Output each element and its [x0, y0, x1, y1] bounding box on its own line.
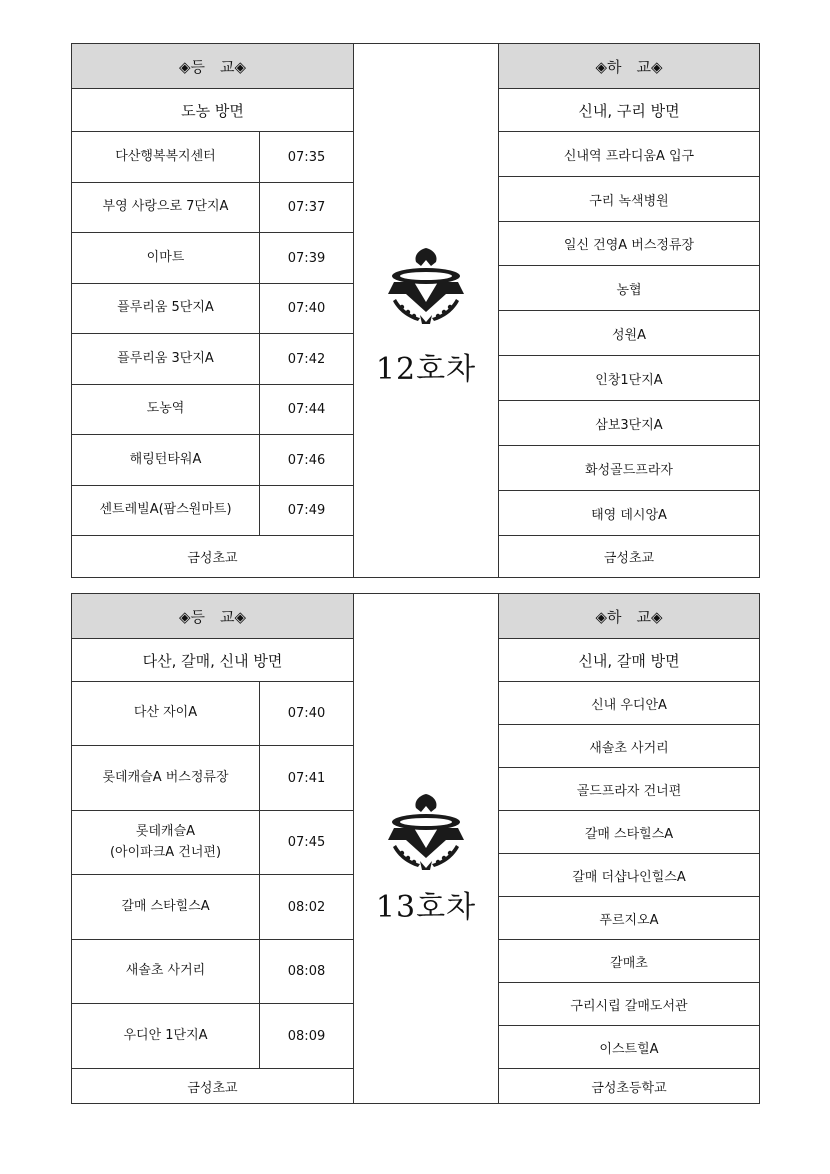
stop-time: 07:46: [287, 452, 326, 468]
return-stop: 푸르지오A: [499, 897, 759, 940]
afternoon-header: ◈하 교◈: [499, 44, 759, 89]
morning-header: ◈등 교◈: [72, 44, 353, 89]
stop-name: 새솔초 사거리: [72, 940, 260, 1003]
stop-name: 센트레빌A(팜스원마트): [72, 486, 260, 535]
morning-destination: 금성초교: [187, 551, 238, 566]
stop-time: 07:49: [287, 503, 326, 518]
morning-header: ◈등 교◈: [72, 594, 353, 639]
stop-name-line1: 롯데캐슬A: [135, 823, 196, 839]
stop-time: 07:42: [287, 351, 326, 367]
afternoon-destination: 금성초교: [603, 551, 655, 566]
bus-12-morning-column: [72, 44, 354, 577]
stop-row: [72, 811, 353, 875]
afternoon-header: ◈하 교◈: [499, 594, 759, 639]
bus-12-timetable: [71, 43, 760, 578]
stop-name: 다산 자이A: [72, 682, 260, 745]
stop-row: [72, 132, 353, 183]
return-stop: 갈매초: [499, 940, 759, 983]
stop-row: [72, 940, 353, 1004]
bus-13-label-column: [354, 594, 498, 1103]
stop-name: [72, 811, 260, 874]
bus-number-label: 13호차: [375, 890, 477, 925]
return-stop: 신내 우디안A: [499, 682, 759, 725]
stop-name: 부영 사랑으로 7단지A: [72, 183, 260, 232]
stop-time: 07:41: [287, 770, 326, 786]
stop-time: 07:39: [287, 250, 326, 266]
return-stop: 골드프라자 건너편: [499, 768, 759, 811]
stop-name: 플루리움 5단지A: [72, 284, 260, 333]
return-stop: 화성골드프라자: [499, 446, 759, 491]
stop-name: 롯데캐슬A 버스정류장: [72, 746, 260, 810]
stop-name: 도농역: [72, 385, 260, 434]
return-stop: 농협: [499, 266, 759, 311]
stop-time: 07:37: [287, 200, 326, 215]
bus-13-afternoon-column: [498, 594, 759, 1103]
return-stop: 새솔초 사거리: [499, 725, 759, 768]
afternoon-destination: 금성초등학교: [591, 1080, 667, 1096]
return-stop: 갈매 더샵나인힐스A: [499, 854, 759, 897]
return-stop: 신내역 프라디움A 입구: [499, 132, 759, 177]
return-stop: 성원A: [499, 311, 759, 356]
bus-12-afternoon-column: [498, 44, 759, 577]
return-stop: 인창1단지A: [499, 356, 759, 401]
bus-number-label: 12호차: [375, 352, 477, 387]
return-stop: 태영 데시앙A: [499, 491, 759, 536]
bus-13-timetable: [71, 593, 760, 1104]
return-stop: 구리시립 갈매도서관: [499, 983, 759, 1026]
morning-destination: 금성초교: [187, 1080, 238, 1096]
stop-row: [72, 435, 353, 486]
stop-row: [72, 1004, 353, 1069]
stop-name: 우디안 1단지A: [72, 1004, 260, 1068]
bus-12-label-column: [354, 44, 498, 577]
stop-time: 07:44: [287, 402, 326, 417]
stop-time: 08:09: [287, 1028, 326, 1044]
morning-direction: 도농 방면: [72, 89, 353, 132]
return-stop: 이스트힐A: [499, 1026, 759, 1069]
school-emblem-icon: [376, 244, 476, 326]
stop-row: [72, 486, 353, 536]
morning-direction: 다산, 갈매, 신내 방면: [72, 639, 353, 682]
stop-time: 07:40: [287, 301, 326, 316]
stop-time: 07:35: [287, 149, 326, 165]
stop-row: [72, 183, 353, 233]
return-stop: 구리 녹색병원: [499, 177, 759, 222]
afternoon-direction: 신내, 구리 방면: [499, 89, 759, 132]
stop-name: 해링턴타워A: [72, 435, 260, 485]
stop-row: [72, 875, 353, 940]
return-stop: 일신 건영A 버스정류장: [499, 222, 759, 266]
afternoon-direction: 신내, 갈매 방면: [499, 639, 759, 682]
return-stop: 갈매 스타힐스A: [499, 811, 759, 854]
stop-time: 07:45: [287, 835, 326, 850]
bus-13-morning-column: [72, 594, 354, 1103]
stop-name: 갈매 스타힐스A: [72, 875, 260, 939]
stop-row: [72, 334, 353, 385]
stop-row: [72, 746, 353, 811]
stop-name: 이마트: [72, 233, 260, 283]
stop-time: 08:08: [287, 964, 326, 979]
stop-name: 다산행복복지센터: [72, 132, 260, 182]
stop-time: 08:02: [287, 899, 326, 915]
stop-name: 플루리움 3단지A: [72, 334, 260, 384]
stop-row: [72, 233, 353, 284]
stop-time: 07:40: [287, 706, 326, 721]
stop-name-line2: (아이파크A 건너편): [109, 844, 222, 860]
stop-row: [72, 284, 353, 334]
stop-row: [72, 385, 353, 435]
return-stop: 삼보3단지A: [499, 401, 759, 446]
stop-row: [72, 682, 353, 746]
school-emblem-icon: [376, 790, 476, 872]
